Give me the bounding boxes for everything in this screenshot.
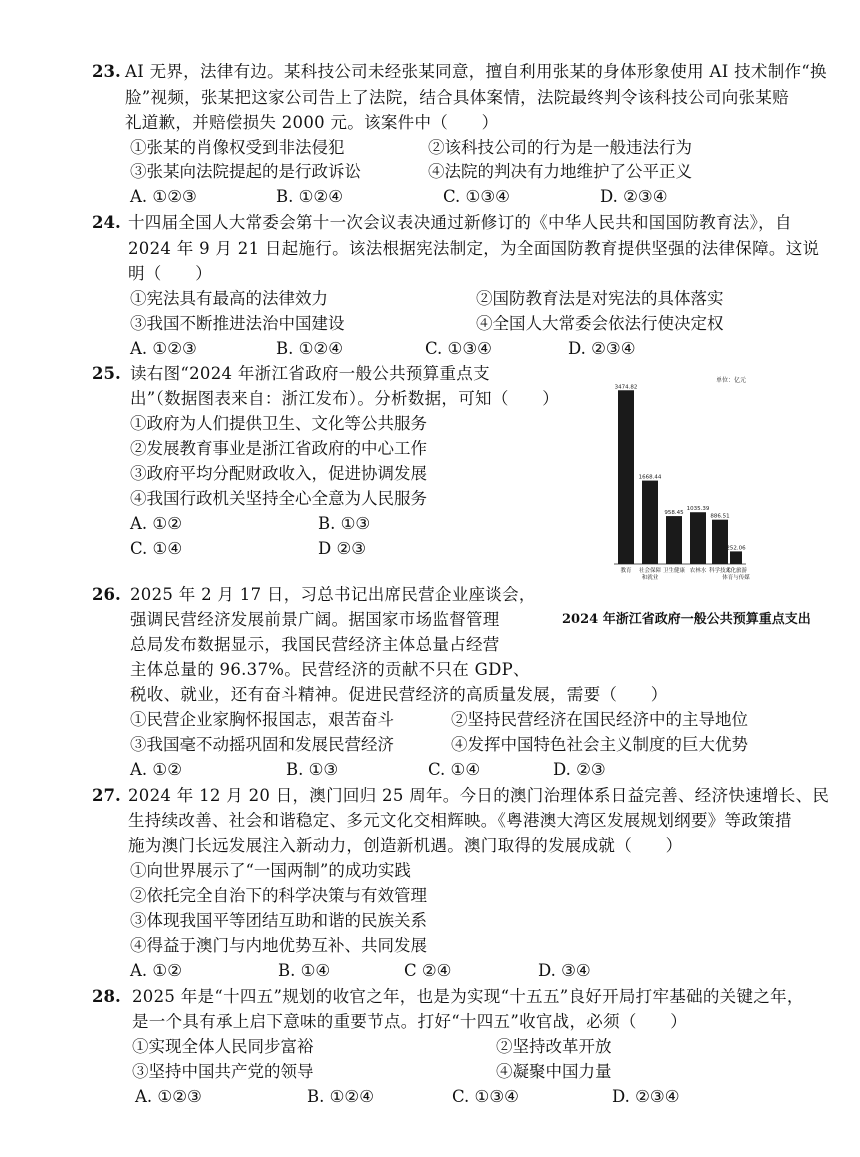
option: ①民营企业家胸怀报国志，艰苦奋斗 — [130, 710, 394, 729]
option: ②坚持民营经济在国民经济中的主导地位 — [451, 710, 748, 729]
question-text: 2024 年 12 月 20 日，澳门回归 25 周年。今日的澳门治理体系日益完善、经济快速增长、民 — [128, 786, 830, 805]
option: ④凝聚中国力量 — [496, 1062, 612, 1081]
option: ②坚持改革开放 — [496, 1037, 612, 1056]
question-text: 十四届全国人大常委会第十一次会议表决通过新修订的《中华人民共和国国防教育法》，自 — [128, 213, 792, 232]
answer-choice: A. ①②③ — [130, 339, 197, 358]
option: ④发挥中国特色社会主义制度的巨大优势 — [451, 735, 748, 754]
answer-choice: B. ①②④ — [276, 187, 343, 206]
option: ③体现我国平等团结互助和谐的民族关系 — [130, 911, 427, 930]
answer-choice: A. ①② — [130, 514, 182, 533]
category-label: 教育 — [620, 568, 632, 574]
answer-choice: C. ①④ — [130, 539, 183, 558]
answer-choice: D. ②③④ — [612, 1087, 680, 1106]
answer-choice: A. ①② — [130, 760, 182, 779]
question-number: 28. — [92, 987, 121, 1006]
unit-label: 单位：亿元 — [716, 377, 747, 384]
category-label: 和就业 — [641, 575, 659, 581]
chart-caption: 2024 年浙江省政府一般公共预算重点支出 — [562, 612, 811, 627]
question-number: 25. — [92, 364, 121, 383]
answer-choice: D. ②③ — [553, 760, 606, 779]
option: ②依托完全自治下的科学决策与有效管理 — [130, 886, 427, 905]
category-label: 社会保障 — [638, 568, 662, 574]
answer-choice: B. ①③ — [318, 514, 371, 533]
bar — [618, 390, 634, 564]
option: ④我国行政机关坚持全心全意为人民服务 — [130, 489, 427, 508]
category-label: 科学技术 — [708, 568, 732, 574]
question-text: 出”（数据图表来自：浙江发布）。分析数据，可知（ ） — [130, 389, 560, 408]
question-text: 税收、就业，还有奋斗精神。促进民营经济的高质量发展，需要（ ） — [130, 685, 668, 704]
bar — [666, 516, 682, 564]
bar — [730, 551, 742, 564]
option: ①向世界展示了“一国两制”的成功实践 — [130, 861, 411, 880]
answer-choice: C. ①④ — [428, 760, 481, 779]
answer-choice: D ②③ — [318, 539, 367, 558]
question-text: 2025 年是“十四五”规划的收官之年，也是为实现“十五五”良好开局打牢基础的关键之年， — [132, 987, 804, 1006]
bar — [642, 481, 658, 564]
option: ③张某向法院提起的是行政诉讼 — [130, 162, 361, 181]
question-text: 礼道歉，并赔偿损失 2000 元。该案件中（ ） — [125, 113, 499, 132]
data-label: 886.51 — [710, 513, 730, 520]
option: ④得益于澳门与内地优势互补、共同发展 — [130, 936, 427, 955]
answer-choice: D. ②③④ — [568, 339, 636, 358]
answer-choice: D. ③④ — [538, 961, 591, 980]
option: ①政府为人们提供卫生、文化等公共服务 — [130, 414, 427, 433]
option: ③我国毫不动摇巩固和发展民营经济 — [130, 735, 394, 754]
answer-choice: C. ①③④ — [425, 339, 492, 358]
answer-choice: B. ①②④ — [307, 1087, 374, 1106]
option: ④法院的判决有力地维护了公平正义 — [428, 162, 692, 181]
question-text: 总局发布数据显示，我国民营经济主体总量占经营 — [130, 635, 500, 654]
category-label: 农林水 — [689, 568, 707, 574]
question-text: 2024 年 9 月 21 日起施行。该法根据宪法制定，为全面国防教育提供坚强的法律保障。这说 — [128, 239, 820, 258]
category-label: 卫生健康 — [662, 568, 686, 574]
bar — [712, 520, 728, 564]
question-text: 强调民营经济发展前景广阔。据国家市场监督管理 — [130, 610, 500, 629]
answer-choice: B. ①③ — [286, 760, 339, 779]
option: ②国防教育法是对宪法的具体落实 — [476, 289, 724, 308]
question-text: 生持续改善、社会和谐稳定、多元文化交相辉映。《粤港澳大湾区发展规划纲要》等政策措 — [128, 811, 792, 830]
option: ③我国不断推进法治中国建设 — [130, 314, 345, 333]
data-label: 252.06 — [726, 545, 746, 552]
category-label: 文化旅游 — [724, 568, 748, 574]
budget-bar-chart — [596, 364, 750, 594]
bar — [690, 512, 706, 564]
question-text: AI 无界，法律有边。某科技公司未经张某同意，擅自利用张某的身体形象使用 AI 技术制作“换 — [125, 62, 827, 81]
question-number: 26. — [92, 585, 121, 604]
data-label: 958.45 — [664, 510, 684, 517]
question-text: 主体总量的 96.37%。民营经济的贡献不只在 GDP、 — [130, 660, 530, 679]
answer-choice: D. ②③④ — [600, 187, 668, 206]
answer-choice: B. ①②④ — [276, 339, 343, 358]
option: ①宪法具有最高的法律效力 — [130, 289, 328, 308]
category-label: 体育与传媒 — [722, 575, 750, 581]
option: ③坚持中国共产党的领导 — [132, 1062, 314, 1081]
question-text: 2025 年 2 月 17 日，习总书记出席民营企业座谈会， — [130, 585, 536, 604]
data-label: 1668.44 — [638, 474, 662, 481]
answer-choice: A. ①② — [130, 961, 182, 980]
answer-choice: A. ①②③ — [130, 187, 197, 206]
question-text: 施为澳门长远发展注入新动力，创造新机遇。澳门取得的发展成就（ ） — [128, 836, 683, 855]
question-text: 明（ ） — [128, 264, 212, 283]
option: ①张某的肖像权受到非法侵犯 — [130, 138, 345, 157]
answer-choice: A. ①②③ — [135, 1087, 202, 1106]
option: ①实现全体人民同步富裕 — [132, 1037, 314, 1056]
option: ④全国人大常委会依法行使决定权 — [476, 314, 724, 333]
answer-choice: C ②④ — [404, 961, 452, 980]
data-label: 1035.39 — [686, 506, 710, 513]
answer-choice: C. ①③④ — [452, 1087, 519, 1106]
question-text: 是一个具有承上启下意味的重要节点。打好“十四五”收官战，必须（ ） — [132, 1012, 688, 1031]
question-text: 脸”视频，张某把这家公司告上了法院，结合具体案情，法院最终判令该科技公司向张某赔 — [125, 88, 789, 107]
answer-choice: B. ①④ — [278, 961, 331, 980]
question-number: 23. — [92, 62, 121, 81]
option: ②发展教育事业是浙江省政府的中心工作 — [130, 439, 427, 458]
answer-choice: C. ①③④ — [443, 187, 510, 206]
data-label: 3474.82 — [614, 384, 638, 391]
option: ②该科技公司的行为是一般违法行为 — [428, 138, 692, 157]
question-number: 24. — [92, 213, 121, 232]
question-text: 读右图“2024 年浙江省政府一般公共预算重点支 — [130, 364, 490, 383]
option: ③政府平均分配财政收入，促进协调发展 — [130, 464, 427, 483]
question-number: 27. — [92, 786, 121, 805]
